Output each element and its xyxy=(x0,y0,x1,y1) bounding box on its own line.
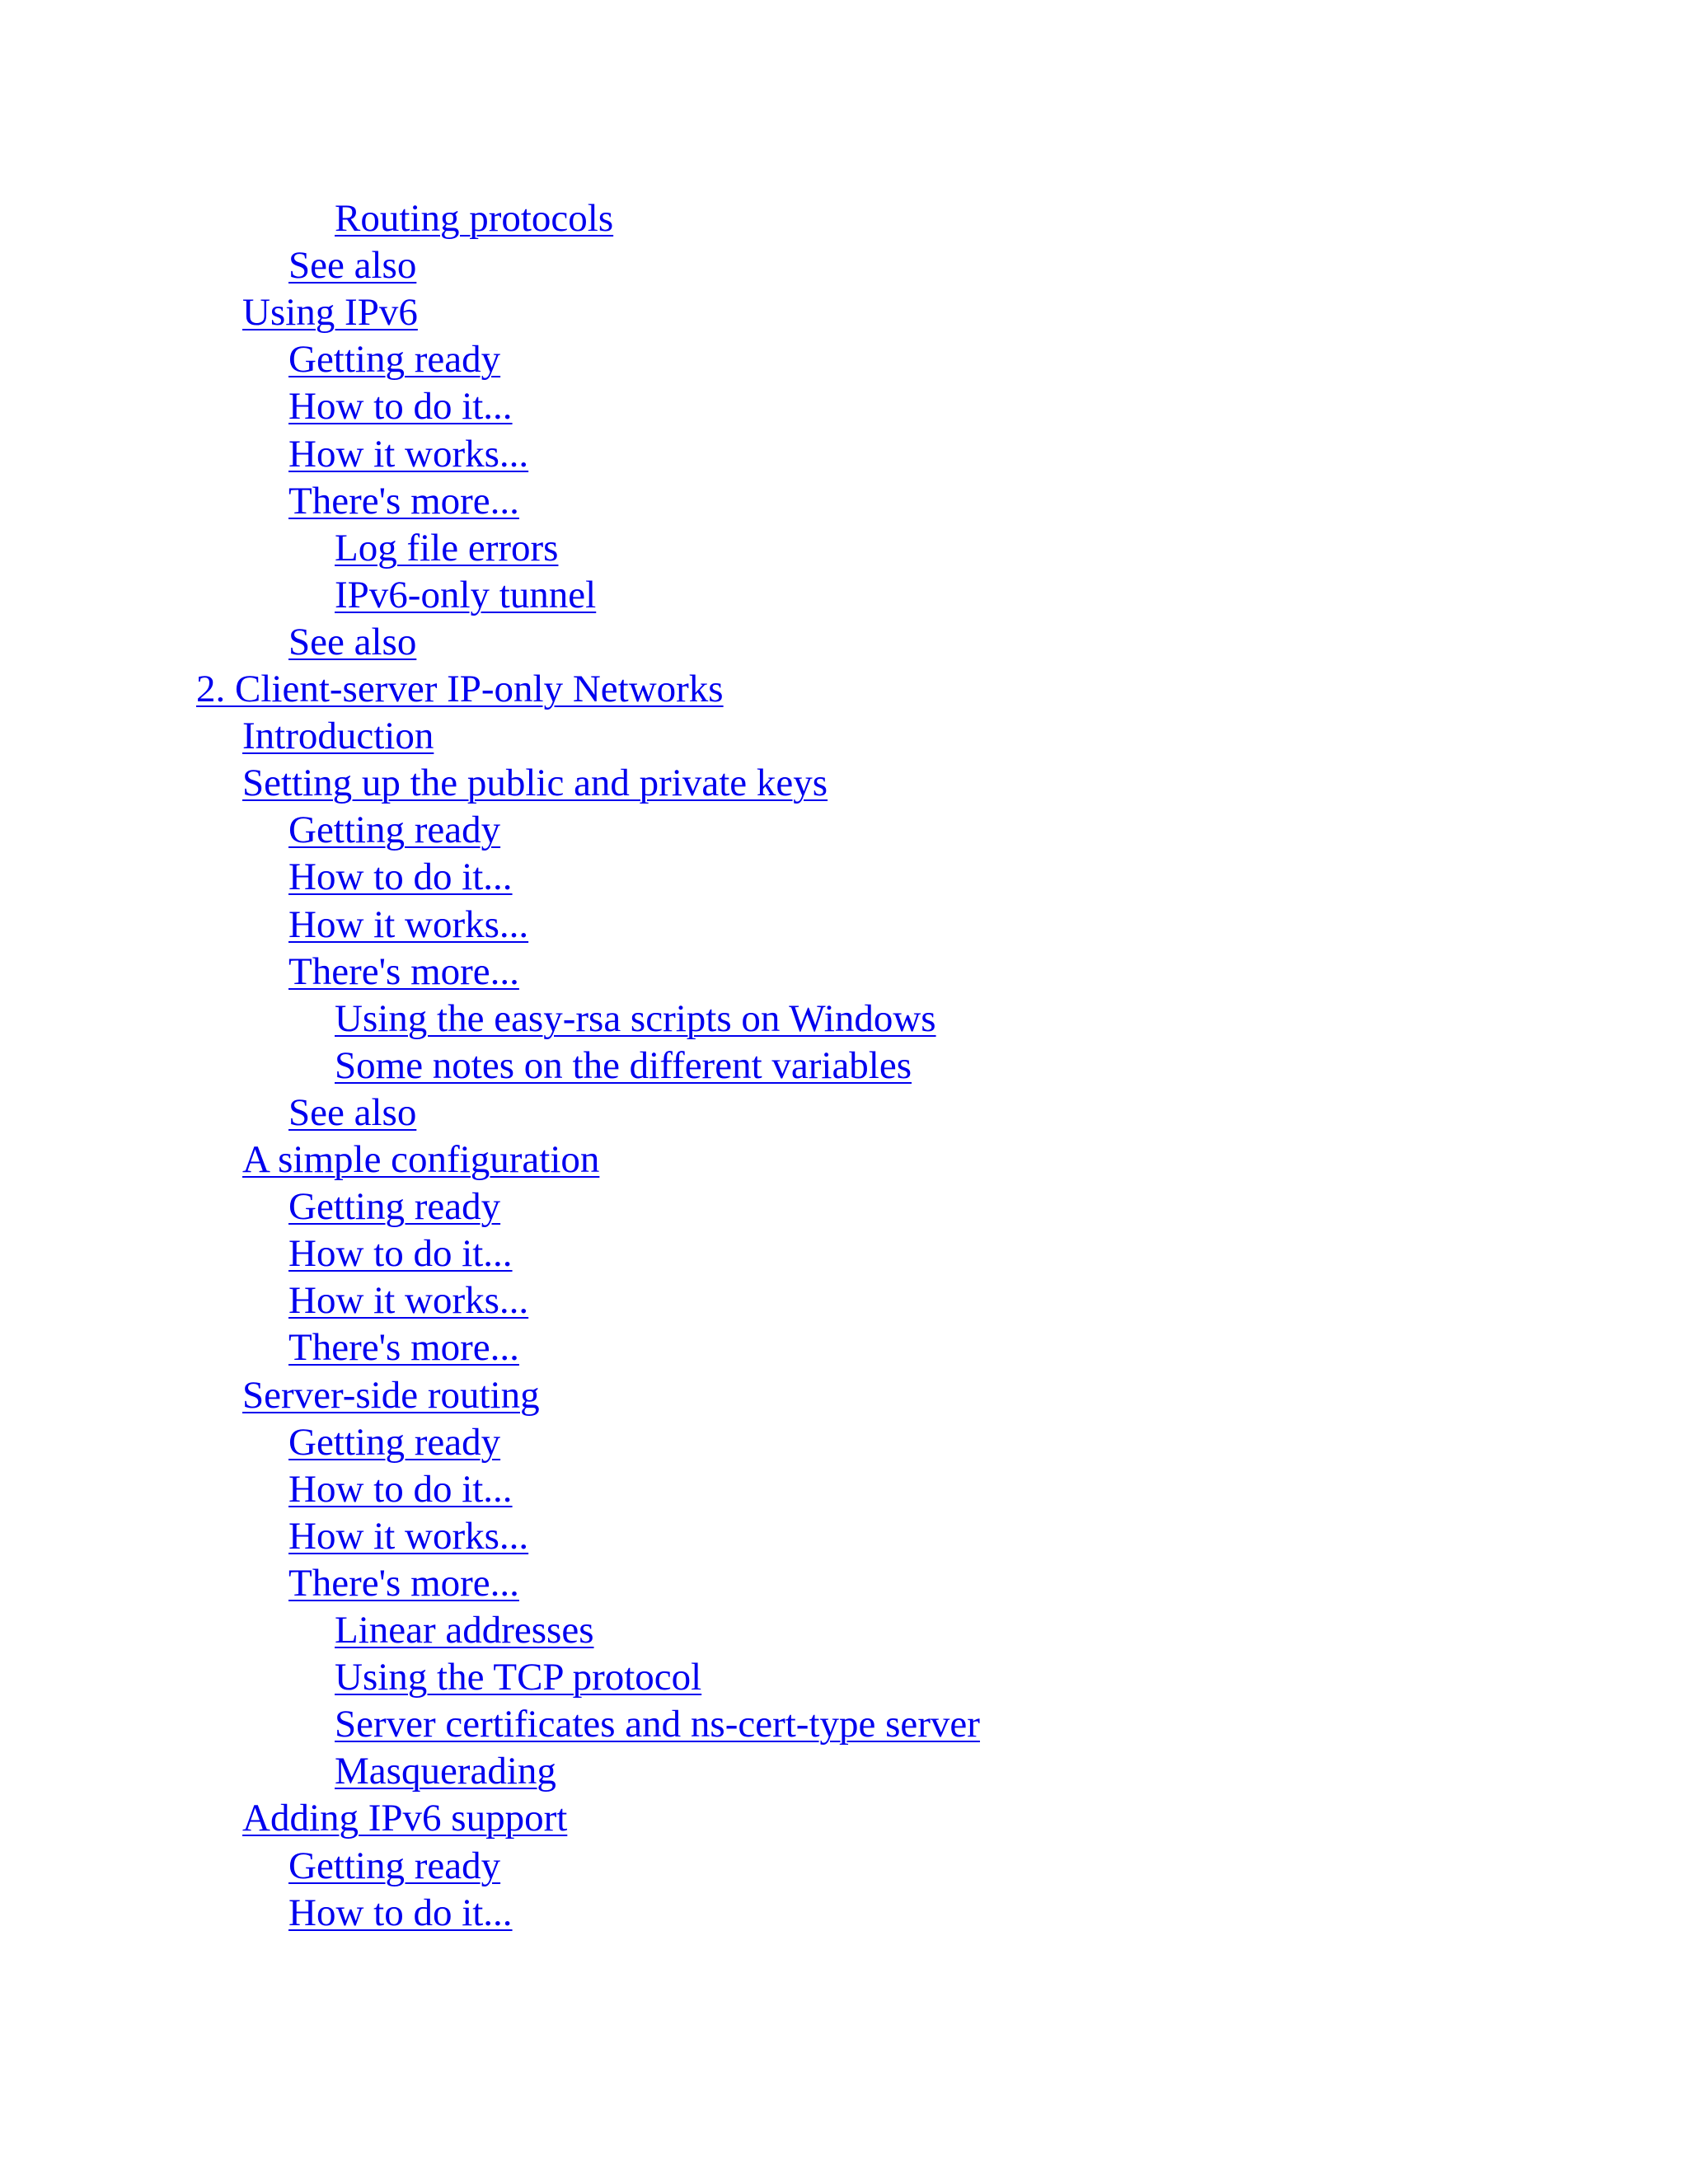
toc-link-level-2[interactable]: Getting ready xyxy=(288,1420,501,1464)
toc-link-level-2[interactable]: There's more... xyxy=(288,949,519,993)
toc-link-level-1[interactable]: Using IPv6 xyxy=(242,291,418,335)
toc-link-level-2[interactable]: There's more... xyxy=(288,479,519,523)
toc-link-level-1[interactable]: Server-side routing xyxy=(242,1373,540,1417)
toc-link-level-2[interactable]: Getting ready xyxy=(288,808,501,852)
toc-link-level-1[interactable]: Setting up the public and private keys xyxy=(242,762,828,805)
toc-link-level-2[interactable]: Getting ready xyxy=(288,1844,501,1887)
toc-link-level-3[interactable]: Linear addresses xyxy=(335,1609,594,1652)
toc-link-level-2[interactable]: See also xyxy=(288,244,417,288)
toc-link-level-2[interactable]: How to do it... xyxy=(288,385,513,429)
toc-link-level-3[interactable]: IPv6-only tunnel xyxy=(335,573,597,616)
toc-link-level-1[interactable]: A simple configuration xyxy=(242,1138,600,1181)
toc-link-level-2[interactable]: How it works... xyxy=(288,432,529,476)
toc-link-level-2[interactable]: How it works... xyxy=(288,1279,529,1323)
toc-link-level-3[interactable]: Log file errors xyxy=(335,526,559,569)
toc-link-level-3[interactable]: Some notes on the different variables xyxy=(335,1043,912,1087)
toc-link-level-1[interactable]: Adding IPv6 support xyxy=(242,1797,568,1840)
toc-link-level-3[interactable]: Routing protocols xyxy=(335,197,614,240)
toc-link-level-2[interactable]: How to do it... xyxy=(288,1467,513,1511)
toc-link-level-2[interactable]: Getting ready xyxy=(288,1185,501,1229)
toc-link-level-1[interactable]: Introduction xyxy=(242,715,434,758)
toc-link-level-2[interactable]: See also xyxy=(288,1090,417,1134)
toc-link-level-3[interactable]: Using the TCP protocol xyxy=(335,1656,702,1699)
toc-link-level-2[interactable]: How to do it... xyxy=(288,1232,513,1276)
toc-link-level-0[interactable]: 2. Client-server IP-only Networks xyxy=(196,668,724,710)
toc-link-level-2[interactable]: Getting ready xyxy=(288,338,501,382)
toc-link-level-2[interactable]: How it works... xyxy=(288,902,529,946)
toc-link-level-2[interactable]: How to do it... xyxy=(288,1891,513,1934)
toc-link-level-3[interactable]: Masquerading xyxy=(335,1750,556,1793)
toc-link-level-2[interactable]: See also xyxy=(288,620,417,663)
toc-link-level-3[interactable]: Using the easy-rsa scripts on Windows xyxy=(335,996,936,1040)
toc-link-level-2[interactable]: There's more... xyxy=(288,1561,519,1605)
toc-link-level-3[interactable]: Server certificates and ns-cert-type server xyxy=(335,1703,980,1746)
toc-link-level-2[interactable]: How it works... xyxy=(288,1514,529,1558)
toc-link-level-2[interactable]: How to do it... xyxy=(288,855,513,899)
toc-link-level-2[interactable]: There's more... xyxy=(288,1326,519,1370)
